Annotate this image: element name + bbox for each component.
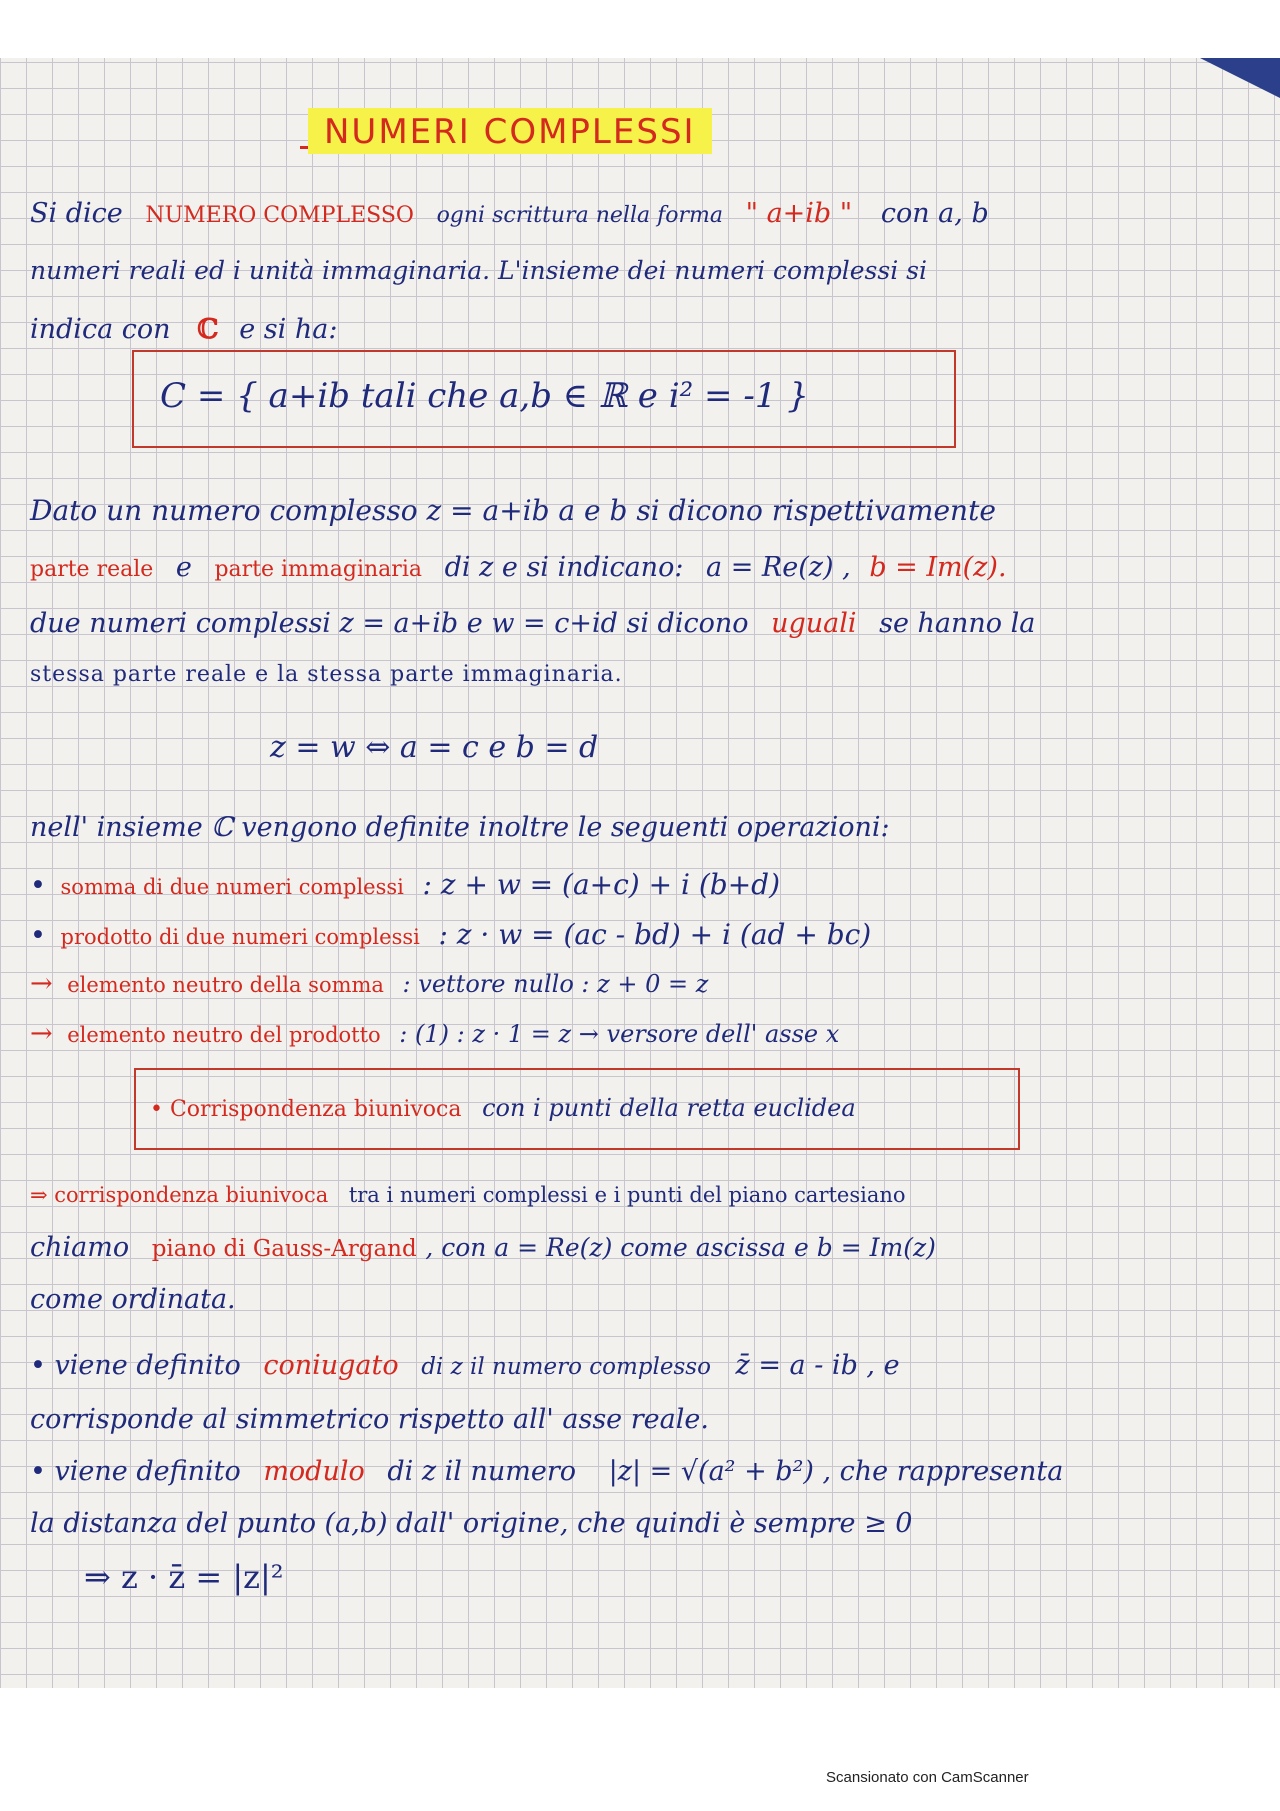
neutral-product-formula: : (1) : z · 1 = z → versore dell' asse x xyxy=(399,1020,840,1048)
final-formula: ⇒ z · z̄ = |z|² xyxy=(84,1558,284,1596)
p1-text: indica con xyxy=(30,314,171,345)
p3-line3: come ordinata. xyxy=(30,1284,236,1315)
equality-formula: z = w ⇔ a = c e b = d xyxy=(270,730,599,765)
p2-line4: stessa parte reale e la stessa parte immaginaria. xyxy=(30,662,623,687)
p3-text: tra i numeri complessi e i punti del piano cartesiano xyxy=(348,1183,906,1207)
im-z: b = Im(z). xyxy=(869,552,1007,583)
p1-line2: numeri reali ed i unità immaginaria. L'insieme dei numeri complessi si xyxy=(30,256,927,285)
conjugate-formula: z̄ = a - ib , e xyxy=(735,1350,900,1381)
bullet-icon: • xyxy=(30,920,46,951)
op-product xyxy=(30,918,871,951)
bullet-icon: • xyxy=(30,870,46,901)
p1-text: e si ha: xyxy=(239,314,338,345)
p2-text: se hanno la xyxy=(879,608,1036,639)
term-piano-gauss: piano di Gauss-Argand xyxy=(151,1236,417,1262)
re-z: a = Re(z) xyxy=(706,552,834,583)
correspondence-text: con i punti della retta euclidea xyxy=(482,1094,856,1122)
p1-text: Si dice xyxy=(30,198,123,229)
term-uguali: uguali xyxy=(771,608,857,639)
modulus-formula: |z| = √(a² + b²) , che rappresenta xyxy=(608,1456,1064,1487)
p3-line1 xyxy=(30,1178,906,1209)
term-parte-immaginaria: parte immaginaria xyxy=(214,557,422,582)
arrow-right-icon: → xyxy=(30,1018,53,1049)
p2-text: e xyxy=(175,552,192,583)
op-neutral-sum xyxy=(30,968,708,999)
operations-intro: nell' insieme ℂ vengono definite inoltre le seguenti operazioni: xyxy=(30,812,890,843)
op-sum xyxy=(30,868,780,901)
scanner-footer: Scansionato con CamScanner xyxy=(826,1769,1029,1786)
term-somma: somma di due numeri complessi xyxy=(60,875,404,899)
term-numero-complesso: NUMERO COMPLESSO xyxy=(145,203,414,228)
p1-text: con a, b xyxy=(880,198,989,229)
correspondence-line xyxy=(150,1092,856,1123)
term-corrispondenza: • Corrispondenza biunivoca xyxy=(150,1097,462,1122)
p4-line3 xyxy=(30,1456,1063,1487)
p3-text: chiamo xyxy=(30,1232,130,1263)
term-neutro-prodotto: elemento neutro del prodotto xyxy=(67,1023,381,1047)
p2-line2 xyxy=(30,552,1007,583)
op-neutral-product xyxy=(30,1018,839,1049)
term-corrispondenza-biunivoca: ⇒ corrispondenza biunivoca xyxy=(30,1183,329,1207)
term-neutro-somma: elemento neutro della somma xyxy=(67,973,384,997)
term-modulo: modulo xyxy=(263,1456,365,1487)
definition-formula: C = { a+ib tali che a,b ∈ ℝ e i² = -1 } xyxy=(160,376,809,416)
term-parte-reale: parte reale xyxy=(30,557,154,582)
p4-line2: corrisponde al simmetrico rispetto all' asse reale. xyxy=(30,1404,709,1435)
term-coniugato: coniugato xyxy=(263,1350,399,1381)
p2-line1: Dato un numero complesso z = a+ib a e b si dicono rispettivamente xyxy=(30,494,996,527)
sum-formula: : z + w = (a+c) + i (b+d) xyxy=(422,868,781,901)
p1-text: ogni scrittura nella forma xyxy=(436,203,723,228)
product-formula: : z · w = (ac - bd) + i (ad + bc) xyxy=(438,918,872,951)
p2-line3 xyxy=(30,608,1035,639)
p4-text: di z il numero xyxy=(387,1456,577,1487)
comma: , xyxy=(842,552,851,583)
form-a-ib: " a+ib " xyxy=(745,198,853,229)
page-title: NUMERI COMPLESSI xyxy=(308,108,712,154)
p3-text: , con a = Re(z) come ascissa e b = Im(z) xyxy=(425,1233,936,1262)
p3-line2 xyxy=(30,1232,936,1263)
neutral-sum-formula: : vettore nullo : z + 0 = z xyxy=(402,970,709,998)
complex-set-symbol: ℂ xyxy=(197,314,219,345)
page-corner-shadow xyxy=(1170,58,1280,118)
p1-line3 xyxy=(30,314,337,345)
p2-text: di z e si indicano: xyxy=(444,552,684,583)
p4-text: • viene definito xyxy=(30,1456,241,1487)
p4-text: • viene definito xyxy=(30,1350,241,1381)
p4-text: di z il numero complesso xyxy=(421,1354,711,1380)
term-prodotto: prodotto di due numeri complessi xyxy=(60,925,420,949)
p2-text: due numeri complessi z = a+ib e w = c+id si dicono xyxy=(30,608,749,639)
p4-line1 xyxy=(30,1350,900,1381)
p1-line1 xyxy=(30,198,989,229)
arrow-right-icon: → xyxy=(30,968,53,999)
p4-line4: la distanza del punto (a,b) dall' origine, che quindi è sempre ≥ 0 xyxy=(30,1508,913,1539)
